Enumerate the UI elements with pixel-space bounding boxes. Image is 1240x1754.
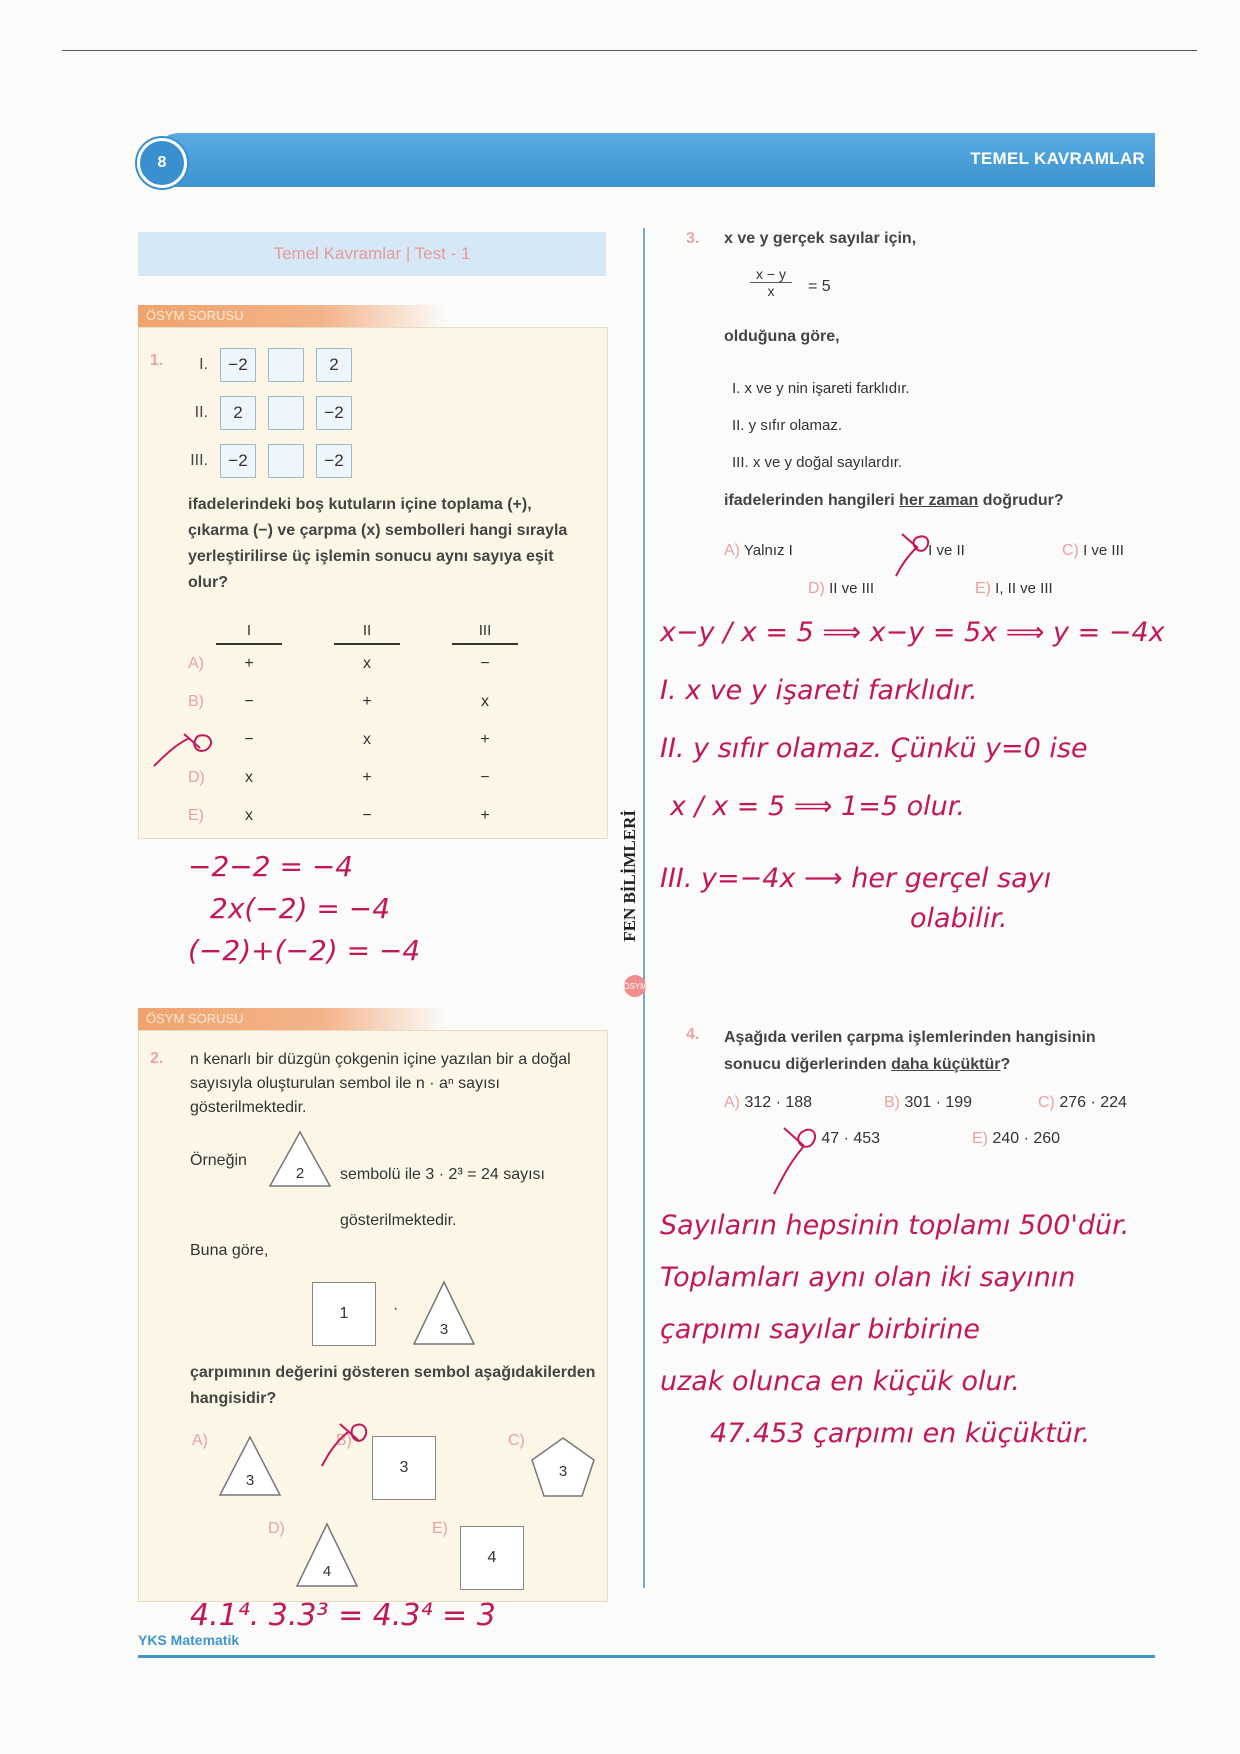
q3-fraction bbox=[750, 266, 792, 299]
q4-answer-mark-icon bbox=[770, 1118, 830, 1203]
q3-option-text: Yalnız I bbox=[743, 542, 793, 559]
q1-col-header: II bbox=[334, 622, 400, 645]
q1-handwritten-work bbox=[188, 846, 420, 972]
footer-rule bbox=[138, 1655, 1155, 1658]
test-title: Temel Kavramlar | Test - 1 bbox=[138, 232, 606, 276]
q3-handwritten-line: II. y sıfır olamaz. Çünkü y=0 ise bbox=[660, 733, 1088, 764]
q1-col-header: I bbox=[216, 622, 282, 645]
q2-example-suffix: sembolü ile 3 · 2³ = 24 sayısı gösterilmektedir. bbox=[340, 1166, 545, 1229]
q1-row bbox=[180, 396, 352, 430]
q1-row bbox=[180, 348, 352, 382]
q2-option-letter[interactable]: E) bbox=[432, 1520, 448, 1537]
q1-right-value: −2 bbox=[316, 396, 352, 430]
q2-example-triangle bbox=[268, 1130, 332, 1193]
q4-handwritten-line: Sayıların hepsinin toplamı 500'dür. bbox=[660, 1210, 1130, 1241]
q1-prompt: ifadelerindeki boş kutuların içine toplama (+), çıkarma (−) ve çarpma (x) sembolleri hangi sırayla yerleştirilirse üç işlemin sonucu aynı sayıya eşit olur? bbox=[188, 496, 568, 591]
q2-option-value: 3 bbox=[245, 1472, 255, 1489]
q4-prompt-pre: Aşağıda verilen çarpma işlemlerinden hangisinin sonucu diğerlerinden bbox=[724, 1029, 1096, 1073]
q4-option-c[interactable] bbox=[1038, 1094, 1127, 1112]
q1-option-symbol: − bbox=[480, 655, 490, 672]
q1-handwritten-line: 2x(−2) = −4 bbox=[210, 892, 391, 925]
q2-option-c-pentagon[interactable] bbox=[530, 1436, 596, 1503]
q1-option-symbol: + bbox=[244, 655, 254, 672]
q1-row-label: II. bbox=[194, 404, 208, 421]
q1-option-symbol: − bbox=[244, 731, 254, 748]
q4-prompt-post: ? bbox=[1000, 1056, 1011, 1073]
q3-handwritten-line: x−y / x = 5 ⟹ x−y = 5x ⟹ y = −4x bbox=[660, 617, 1165, 648]
q1-option-row[interactable] bbox=[188, 645, 588, 683]
q1-expressions bbox=[180, 348, 352, 478]
q1-option-symbol: + bbox=[362, 769, 372, 786]
q1-right-value: 2 bbox=[316, 348, 352, 382]
q2-buna-gore: Buna göre, bbox=[190, 1242, 269, 1259]
side-brand-logo: ÖSYM bbox=[624, 975, 646, 997]
q2-expr-square: 1 bbox=[312, 1282, 376, 1346]
q3-given: olduğuna göre, bbox=[724, 328, 840, 345]
q1-table-header bbox=[216, 622, 588, 645]
page-number: 8 bbox=[137, 138, 187, 188]
q3-fraction-denominator: x bbox=[767, 283, 775, 299]
q1-option-row[interactable] bbox=[188, 797, 588, 835]
q4-handwritten-work bbox=[660, 1200, 1220, 1460]
q3-statement: III. x ve y doğal sayılardır. bbox=[732, 454, 903, 471]
q1-col-header: III bbox=[452, 622, 518, 645]
q1-option-symbol: x bbox=[363, 731, 371, 748]
q4-option-a[interactable] bbox=[724, 1094, 812, 1112]
q4-handwritten-line: uzak olunca en küçük olur. bbox=[660, 1366, 1020, 1397]
q3-prompt-emphasis: her zaman bbox=[899, 492, 979, 509]
q2-option-value: 4 bbox=[322, 1563, 332, 1580]
q1-option-symbol: − bbox=[362, 807, 372, 824]
q3-option-c[interactable] bbox=[1062, 542, 1124, 560]
q3-handwritten-line: III. y=−4x ⟶ her gerçel sayı bbox=[660, 863, 1052, 894]
q2-answer-mark-icon bbox=[318, 1420, 372, 1475]
q2-osym-tag: ÖSYM SORUSU bbox=[138, 1008, 446, 1030]
q4-option-letter: C) bbox=[1038, 1094, 1055, 1111]
q1-option-letter: E) bbox=[188, 807, 204, 824]
q3-number: 3. bbox=[686, 230, 700, 247]
q4-option-letter: B) bbox=[884, 1094, 900, 1111]
q1-answer-mark-icon bbox=[150, 730, 220, 775]
q1-left-value: −2 bbox=[220, 444, 256, 478]
q2-option-letter[interactable]: B) bbox=[336, 1432, 352, 1449]
q3-option-text: I, II ve III bbox=[995, 580, 1053, 597]
q2-option-b-square[interactable]: 3 bbox=[372, 1436, 436, 1500]
q4-handwritten-line: 47.453 çarpımı en küçüktür. bbox=[710, 1418, 1091, 1449]
q3-option-a[interactable] bbox=[724, 542, 793, 560]
q1-option-symbol: − bbox=[480, 769, 490, 786]
top-rule bbox=[62, 50, 1197, 51]
q2-example-value: 2 bbox=[295, 1165, 305, 1182]
q1-handwritten-line: (−2)+(−2) = −4 bbox=[188, 934, 421, 967]
q1-left-value: −2 bbox=[220, 348, 256, 382]
q3-fraction-equals: = 5 bbox=[808, 278, 831, 295]
q1-right-value: −2 bbox=[316, 444, 352, 478]
q4-option-text: 301 · 199 bbox=[904, 1094, 973, 1111]
q3-option-text: II ve III bbox=[829, 580, 875, 597]
q3-statements bbox=[732, 370, 910, 481]
q2-expr-triangle bbox=[412, 1280, 476, 1351]
q2-expr-dot: · bbox=[393, 1300, 399, 1317]
q3-option-letter: D) bbox=[808, 580, 825, 597]
q3-option-letter: E) bbox=[975, 580, 991, 597]
q1-option-symbol: + bbox=[480, 807, 490, 824]
q3-statement: II. y sıfır olamaz. bbox=[732, 417, 843, 434]
column-divider bbox=[643, 228, 645, 1588]
q1-option-letter: A) bbox=[188, 655, 204, 672]
q3-option-text: I ve II bbox=[928, 542, 965, 559]
q1-row-label: I. bbox=[199, 356, 208, 373]
q2-prompt: çarpımının değerini gösteren sembol aşağıdakilerden hangisidir? bbox=[190, 1364, 596, 1407]
q4-handwritten-line: çarpımı sayılar birbirine bbox=[660, 1314, 981, 1345]
q2-option-d-triangle[interactable] bbox=[295, 1522, 359, 1593]
q1-handwritten-line: −2−2 = −4 bbox=[188, 850, 354, 883]
q4-option-text: 276 · 224 bbox=[1059, 1094, 1127, 1111]
q3-fraction-numerator: x − y bbox=[750, 266, 792, 283]
q3-handwritten-line: I. x ve y işareti farklıdır. bbox=[660, 675, 978, 706]
q1-row-label: III. bbox=[190, 452, 208, 469]
q4-option-text: 47 · 453 bbox=[821, 1130, 881, 1147]
q4-option-text: 312 · 188 bbox=[744, 1094, 813, 1111]
q4-number: 4. bbox=[686, 1026, 700, 1043]
q1-option-letter: B) bbox=[188, 693, 204, 710]
q3-statement: I. x ve y nin işareti farklıdır. bbox=[732, 380, 910, 397]
q1-option-row[interactable] bbox=[188, 759, 588, 797]
q1-row bbox=[180, 444, 352, 478]
q3-handwritten-line: olabilir. bbox=[910, 903, 1008, 934]
q2-option-value: 3 bbox=[558, 1463, 568, 1480]
q3-prompt bbox=[724, 492, 1064, 510]
q1-option-symbol: + bbox=[480, 731, 490, 748]
q1-options-table bbox=[188, 622, 588, 835]
q3-option-text: I ve III bbox=[1083, 542, 1124, 559]
q2-option-letter[interactable]: C) bbox=[508, 1432, 525, 1449]
header-band-underline bbox=[165, 183, 1155, 187]
q3-prompt-post: doğrudur? bbox=[982, 492, 1064, 509]
q3-option-e[interactable] bbox=[975, 580, 1053, 598]
q3-intro: x ve y gerçek sayılar için, bbox=[724, 230, 917, 247]
side-brand: FEN BİLİMLERİ bbox=[620, 810, 639, 942]
q3-handwritten-line: x / x = 5 ⟹ 1=5 olur. bbox=[670, 791, 965, 822]
q3-handwritten-work bbox=[660, 604, 1180, 948]
q1-option-symbol: + bbox=[362, 693, 372, 710]
q3-option-letter: A) bbox=[724, 542, 740, 559]
q2-expr-right-value: 3 bbox=[439, 1321, 449, 1338]
q2-example-prefix: Örneğin bbox=[190, 1152, 247, 1169]
q1-option-symbol: x bbox=[363, 655, 371, 672]
q4-handwritten-line: Toplamları aynı olan iki sayının bbox=[660, 1262, 1076, 1293]
q2-option-letter[interactable]: A) bbox=[192, 1432, 208, 1449]
q1-left-value: 2 bbox=[220, 396, 256, 430]
q4-option-b[interactable] bbox=[884, 1094, 972, 1112]
q1-osym-tag: ÖSYM SORUSU bbox=[138, 305, 446, 327]
q2-option-e-square[interactable]: 4 bbox=[460, 1526, 524, 1590]
q3-option-d[interactable] bbox=[808, 580, 874, 598]
q1-option-row[interactable] bbox=[188, 721, 588, 759]
q4-option-letter: E) bbox=[972, 1130, 988, 1147]
q3-prompt-pre: ifadelerinden hangileri bbox=[724, 492, 895, 509]
q2-option-letter[interactable]: D) bbox=[268, 1520, 285, 1537]
q1-blank-box bbox=[268, 348, 304, 382]
q4-option-e[interactable] bbox=[972, 1130, 1060, 1148]
q1-option-symbol: x bbox=[245, 807, 253, 824]
q1-blank-box bbox=[268, 444, 304, 478]
q2-number: 2. bbox=[150, 1050, 164, 1067]
q4-prompt bbox=[724, 1024, 1154, 1078]
q2-intro: n kenarlı bir düzgün çokgenin içine yazılan bir a doğal sayısıyla oluşturulan sembol ile n · aⁿ sayısı gösterilmektedir. bbox=[190, 1051, 571, 1116]
q2-handwritten-work: 4.1⁴. 3.3³ = 4.3⁴ = 3 bbox=[190, 1598, 496, 1633]
q1-option-row[interactable] bbox=[188, 683, 588, 721]
q3-answer-mark-icon bbox=[888, 530, 938, 585]
q1-number: 1. bbox=[150, 352, 164, 369]
q3-option-letter: C) bbox=[1062, 542, 1079, 559]
q4-prompt-emphasis: daha küçüktür bbox=[891, 1056, 1001, 1073]
footer-label: YKS Matematik bbox=[138, 1632, 240, 1648]
q4-option-letter: A) bbox=[724, 1094, 740, 1111]
q1-option-symbol: x bbox=[481, 693, 489, 710]
q1-blank-box bbox=[268, 396, 304, 430]
section-title: TEMEL KAVRAMLAR bbox=[970, 149, 1145, 168]
q2-option-a-triangle[interactable] bbox=[218, 1435, 282, 1502]
q1-option-symbol: − bbox=[244, 693, 254, 710]
q1-option-letter: D) bbox=[188, 769, 205, 786]
q4-option-text: 240 · 260 bbox=[992, 1130, 1061, 1147]
q1-option-symbol: x bbox=[245, 769, 253, 786]
